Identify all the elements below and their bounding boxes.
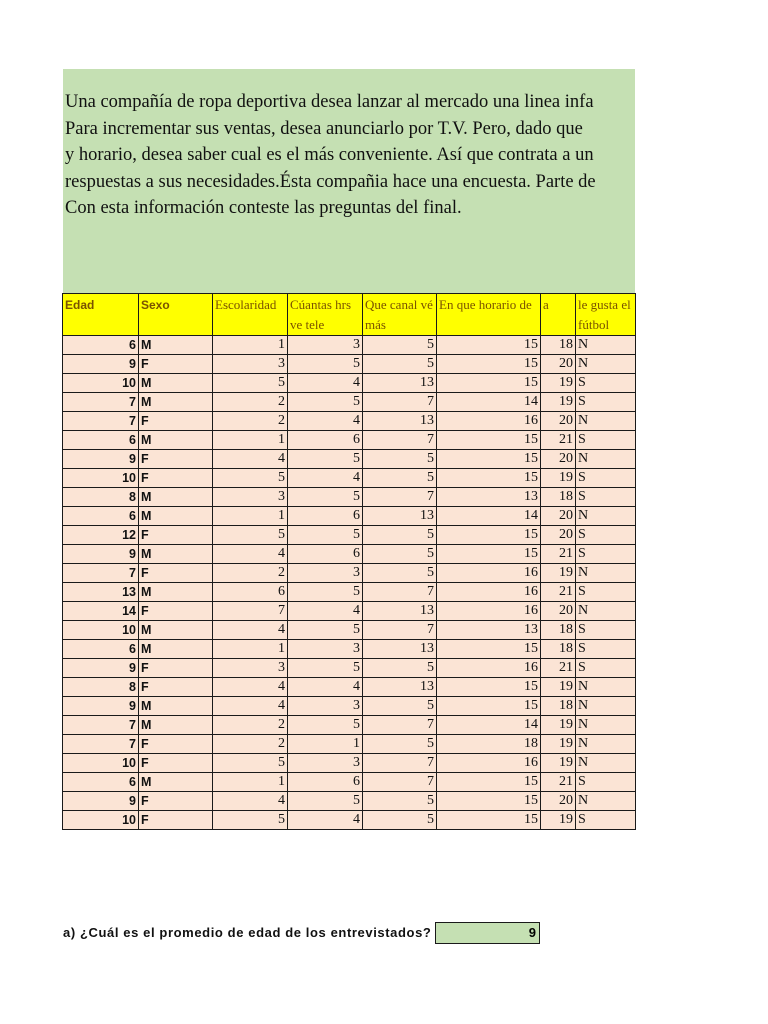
cell-futbol[interactable]: S: [576, 659, 636, 678]
intro-text-block: [63, 69, 635, 293]
cell-horario-a[interactable]: 18: [541, 621, 576, 640]
cell-sexo[interactable]: F: [139, 564, 213, 583]
cell-edad[interactable]: 6: [63, 640, 139, 659]
cell-edad[interactable]: 9: [63, 792, 139, 811]
cell-horas-tele[interactable]: 5: [288, 716, 363, 735]
cell-horario-a[interactable]: 19: [541, 469, 576, 488]
cell-horario-de[interactable]: 16: [437, 412, 541, 431]
cell-horario-a[interactable]: 21: [541, 659, 576, 678]
cell-horario-a[interactable]: 20: [541, 602, 576, 621]
cell-horario-a[interactable]: 19: [541, 735, 576, 754]
cell-sexo[interactable]: M: [139, 773, 213, 792]
cell-futbol[interactable]: N: [576, 336, 636, 355]
cell-edad[interactable]: 10: [63, 811, 139, 830]
cell-sexo[interactable]: M: [139, 545, 213, 564]
cell-horas-tele[interactable]: 5: [288, 450, 363, 469]
intro-line: y horario, desea saber cual es el más conveniente. Así que contrata a un: [65, 145, 594, 165]
cell-futbol[interactable]: N: [576, 355, 636, 374]
cell-edad[interactable]: 13: [63, 583, 139, 602]
cell-horario-de[interactable]: 15: [437, 355, 541, 374]
cell-canal[interactable]: 7: [363, 754, 437, 773]
cell-canal[interactable]: 5: [363, 564, 437, 583]
cell-canal[interactable]: 5: [363, 697, 437, 716]
cell-sexo[interactable]: M: [139, 583, 213, 602]
cell-horario-de[interactable]: 15: [437, 431, 541, 450]
cell-canal[interactable]: 7: [363, 773, 437, 792]
cell-sexo[interactable]: F: [139, 659, 213, 678]
cell-horas-tele[interactable]: 4: [288, 602, 363, 621]
cell-futbol[interactable]: N: [576, 697, 636, 716]
cell-canal[interactable]: 5: [363, 735, 437, 754]
intro-line: Una compañía de ropa deportiva desea lanzar al mercado una linea infa: [65, 92, 594, 112]
cell-sexo[interactable]: F: [139, 792, 213, 811]
cell-horario-de[interactable]: 14: [437, 507, 541, 526]
table-row: [63, 412, 636, 431]
cell-canal[interactable]: 7: [363, 716, 437, 735]
cell-horas-tele[interactable]: 5: [288, 659, 363, 678]
cell-escolaridad[interactable]: 2: [213, 564, 288, 583]
cell-horario-de[interactable]: 16: [437, 602, 541, 621]
cell-horas-tele[interactable]: 5: [288, 393, 363, 412]
cell-canal[interactable]: 13: [363, 507, 437, 526]
cell-canal[interactable]: 13: [363, 602, 437, 621]
cell-canal[interactable]: 13: [363, 678, 437, 697]
cell-horario-a[interactable]: 19: [541, 393, 576, 412]
cell-edad[interactable]: 6: [63, 507, 139, 526]
cell-sexo[interactable]: F: [139, 526, 213, 545]
cell-horario-de[interactable]: 15: [437, 678, 541, 697]
intro-line: Con esta información conteste las preguntas del final.: [65, 198, 462, 218]
cell-escolaridad[interactable]: 4: [213, 792, 288, 811]
cell-futbol[interactable]: S: [576, 545, 636, 564]
cell-canal[interactable]: 5: [363, 659, 437, 678]
cell-horario-de[interactable]: 13: [437, 621, 541, 640]
cell-escolaridad[interactable]: 5: [213, 469, 288, 488]
cell-escolaridad[interactable]: 1: [213, 507, 288, 526]
header-row: [63, 294, 636, 336]
cell-canal[interactable]: 5: [363, 545, 437, 564]
table-row: [63, 469, 636, 488]
cell-horario-a[interactable]: 19: [541, 678, 576, 697]
cell-horario-a[interactable]: 19: [541, 564, 576, 583]
table-row: [63, 526, 636, 545]
cell-edad[interactable]: 9: [63, 545, 139, 564]
cell-horario-de[interactable]: 15: [437, 336, 541, 355]
cell-canal[interactable]: 7: [363, 583, 437, 602]
cell-canal[interactable]: 5: [363, 811, 437, 830]
table-row: [63, 431, 636, 450]
cell-canal[interactable]: 13: [363, 412, 437, 431]
header-horas-tele[interactable]: Cúantas hrs ve tele: [288, 294, 363, 336]
cell-futbol[interactable]: N: [576, 792, 636, 811]
cell-futbol[interactable]: S: [576, 583, 636, 602]
cell-sexo[interactable]: M: [139, 374, 213, 393]
cell-horario-de[interactable]: 16: [437, 564, 541, 583]
cell-sexo[interactable]: M: [139, 640, 213, 659]
cell-horario-de[interactable]: 18: [437, 735, 541, 754]
cell-horas-tele[interactable]: 4: [288, 412, 363, 431]
cell-horario-de[interactable]: 15: [437, 450, 541, 469]
cell-edad[interactable]: 6: [63, 773, 139, 792]
cell-edad[interactable]: 8: [63, 678, 139, 697]
cell-escolaridad[interactable]: 2: [213, 412, 288, 431]
cell-futbol[interactable]: S: [576, 393, 636, 412]
cell-escolaridad[interactable]: 3: [213, 659, 288, 678]
cell-edad[interactable]: 7: [63, 412, 139, 431]
cell-edad[interactable]: 8: [63, 488, 139, 507]
cell-horario-a[interactable]: 21: [541, 583, 576, 602]
cell-futbol[interactable]: N: [576, 678, 636, 697]
cell-futbol[interactable]: N: [576, 716, 636, 735]
cell-horario-de[interactable]: 13: [437, 488, 541, 507]
cell-futbol[interactable]: N: [576, 735, 636, 754]
cell-horas-tele[interactable]: 3: [288, 640, 363, 659]
cell-edad[interactable]: 7: [63, 716, 139, 735]
cell-sexo[interactable]: F: [139, 678, 213, 697]
cell-escolaridad[interactable]: 3: [213, 355, 288, 374]
header-horario-de[interactable]: En que horario de: [437, 294, 541, 336]
cell-futbol[interactable]: S: [576, 640, 636, 659]
cell-edad[interactable]: 7: [63, 393, 139, 412]
cell-horas-tele[interactable]: 1: [288, 735, 363, 754]
cell-horario-de[interactable]: 15: [437, 526, 541, 545]
cell-futbol[interactable]: S: [576, 431, 636, 450]
cell-escolaridad[interactable]: 1: [213, 431, 288, 450]
cell-escolaridad[interactable]: 4: [213, 697, 288, 716]
cell-futbol[interactable]: S: [576, 469, 636, 488]
cell-sexo[interactable]: F: [139, 412, 213, 431]
cell-edad[interactable]: 6: [63, 431, 139, 450]
cell-horas-tele[interactable]: 3: [288, 564, 363, 583]
header-sexo[interactable]: Sexo: [139, 294, 213, 336]
cell-edad[interactable]: 10: [63, 621, 139, 640]
header-futbol[interactable]: le gusta el fútbol: [576, 294, 636, 336]
cell-horas-tele[interactable]: 5: [288, 355, 363, 374]
cell-escolaridad[interactable]: 4: [213, 678, 288, 697]
cell-horario-a[interactable]: 19: [541, 716, 576, 735]
cell-escolaridad[interactable]: 4: [213, 545, 288, 564]
table-row: [63, 564, 636, 583]
cell-horario-a[interactable]: 20: [541, 507, 576, 526]
cell-canal[interactable]: 5: [363, 792, 437, 811]
cell-edad[interactable]: 9: [63, 450, 139, 469]
cell-horario-a[interactable]: 19: [541, 811, 576, 830]
table-row: [63, 374, 636, 393]
cell-sexo[interactable]: M: [139, 431, 213, 450]
cell-horas-tele[interactable]: 3: [288, 697, 363, 716]
cell-sexo[interactable]: F: [139, 355, 213, 374]
table-row: [63, 621, 636, 640]
header-canal[interactable]: Que canal vé más: [363, 294, 437, 336]
cell-edad[interactable]: 14: [63, 602, 139, 621]
cell-horas-tele[interactable]: 6: [288, 773, 363, 792]
cell-sexo[interactable]: F: [139, 754, 213, 773]
cell-escolaridad[interactable]: 1: [213, 640, 288, 659]
table-row: [63, 602, 636, 621]
cell-escolaridad[interactable]: 6: [213, 583, 288, 602]
table-row: [63, 773, 636, 792]
cell-horas-tele[interactable]: 4: [288, 374, 363, 393]
cell-horario-de[interactable]: 16: [437, 583, 541, 602]
table-row: [63, 336, 636, 355]
cell-futbol[interactable]: S: [576, 488, 636, 507]
cell-futbol[interactable]: N: [576, 450, 636, 469]
cell-futbol[interactable]: N: [576, 602, 636, 621]
cell-horario-de[interactable]: 14: [437, 393, 541, 412]
cell-escolaridad[interactable]: 5: [213, 526, 288, 545]
cell-sexo[interactable]: F: [139, 735, 213, 754]
cell-escolaridad[interactable]: 5: [213, 811, 288, 830]
cell-horario-a[interactable]: 20: [541, 355, 576, 374]
cell-horas-tele[interactable]: 6: [288, 431, 363, 450]
cell-horario-a[interactable]: 18: [541, 640, 576, 659]
cell-edad[interactable]: 9: [63, 697, 139, 716]
cell-escolaridad[interactable]: 2: [213, 393, 288, 412]
cell-canal[interactable]: 7: [363, 431, 437, 450]
cell-horas-tele[interactable]: 3: [288, 754, 363, 773]
cell-sexo[interactable]: M: [139, 507, 213, 526]
table-row: [63, 678, 636, 697]
cell-futbol[interactable]: N: [576, 412, 636, 431]
cell-escolaridad[interactable]: 7: [213, 602, 288, 621]
intro-line: Para incrementar sus ventas, desea anunciarlo por T.V. Pero, dado que: [65, 118, 583, 139]
cell-horario-a[interactable]: 21: [541, 545, 576, 564]
cell-horario-de[interactable]: 15: [437, 697, 541, 716]
cell-horas-tele[interactable]: 6: [288, 507, 363, 526]
survey-table: [62, 293, 636, 830]
cell-escolaridad[interactable]: 5: [213, 754, 288, 773]
cell-horario-a[interactable]: 18: [541, 697, 576, 716]
cell-canal[interactable]: 5: [363, 469, 437, 488]
cell-horario-a[interactable]: 20: [541, 792, 576, 811]
cell-sexo[interactable]: F: [139, 602, 213, 621]
cell-futbol[interactable]: S: [576, 773, 636, 792]
table-row: [63, 355, 636, 374]
cell-canal[interactable]: 5: [363, 336, 437, 355]
cell-canal[interactable]: 7: [363, 621, 437, 640]
cell-horario-de[interactable]: 15: [437, 792, 541, 811]
header-edad[interactable]: Edad: [63, 294, 139, 336]
cell-horas-tele[interactable]: 6: [288, 545, 363, 564]
cell-horas-tele[interactable]: 5: [288, 488, 363, 507]
table-row: [63, 735, 636, 754]
cell-futbol[interactable]: S: [576, 526, 636, 545]
cell-futbol[interactable]: N: [576, 754, 636, 773]
cell-horario-de[interactable]: 15: [437, 545, 541, 564]
cell-sexo[interactable]: M: [139, 697, 213, 716]
cell-horario-de[interactable]: 15: [437, 773, 541, 792]
cell-futbol[interactable]: S: [576, 621, 636, 640]
cell-edad[interactable]: 10: [63, 469, 139, 488]
table-row: [63, 659, 636, 678]
cell-escolaridad[interactable]: 2: [213, 735, 288, 754]
intro-line: respuestas a sus necesidades.Ésta compañia hace una encuesta. Parte de: [65, 171, 596, 192]
cell-canal[interactable]: 13: [363, 640, 437, 659]
cell-canal[interactable]: 5: [363, 355, 437, 374]
question-a: a) ¿Cuál es el promedio de edad de los entrevistados?: [63, 925, 432, 940]
table-row: [63, 716, 636, 735]
cell-horas-tele[interactable]: 3: [288, 336, 363, 355]
cell-horario-de[interactable]: 15: [437, 811, 541, 830]
cell-futbol[interactable]: N: [576, 564, 636, 583]
table-row: [63, 640, 636, 659]
cell-horario-a[interactable]: 18: [541, 488, 576, 507]
cell-horario-a[interactable]: 18: [541, 336, 576, 355]
cell-horario-de[interactable]: 16: [437, 754, 541, 773]
cell-edad[interactable]: 9: [63, 355, 139, 374]
cell-horario-a[interactable]: 20: [541, 450, 576, 469]
cell-horario-a[interactable]: 20: [541, 526, 576, 545]
cell-horario-de[interactable]: 15: [437, 374, 541, 393]
table-row: [63, 697, 636, 716]
cell-sexo[interactable]: F: [139, 450, 213, 469]
cell-horario-de[interactable]: 16: [437, 659, 541, 678]
cell-canal[interactable]: 13: [363, 374, 437, 393]
cell-sexo[interactable]: F: [139, 469, 213, 488]
cell-edad[interactable]: 10: [63, 754, 139, 773]
cell-escolaridad[interactable]: 4: [213, 621, 288, 640]
table-row: [63, 488, 636, 507]
cell-horario-a[interactable]: 19: [541, 374, 576, 393]
cell-horario-a[interactable]: 21: [541, 773, 576, 792]
cell-edad[interactable]: 9: [63, 659, 139, 678]
cell-horas-tele[interactable]: 4: [288, 811, 363, 830]
cell-sexo[interactable]: M: [139, 336, 213, 355]
cell-futbol[interactable]: S: [576, 811, 636, 830]
table-row: [63, 754, 636, 773]
cell-horas-tele[interactable]: 5: [288, 792, 363, 811]
cell-horario-de[interactable]: 15: [437, 469, 541, 488]
cell-canal[interactable]: 5: [363, 450, 437, 469]
cell-sexo[interactable]: F: [139, 811, 213, 830]
header-horario-a[interactable]: a: [541, 294, 576, 336]
cell-horas-tele[interactable]: 4: [288, 678, 363, 697]
cell-sexo[interactable]: M: [139, 393, 213, 412]
cell-canal[interactable]: 7: [363, 393, 437, 412]
table-row: [63, 393, 636, 412]
cell-horario-de[interactable]: 14: [437, 716, 541, 735]
header-escolaridad[interactable]: Escolaridad: [213, 294, 288, 336]
cell-sexo[interactable]: M: [139, 716, 213, 735]
table-row: [63, 450, 636, 469]
cell-futbol[interactable]: N: [576, 507, 636, 526]
cell-escolaridad[interactable]: 1: [213, 336, 288, 355]
cell-edad[interactable]: 7: [63, 564, 139, 583]
cell-escolaridad[interactable]: 2: [213, 716, 288, 735]
cell-horas-tele[interactable]: 5: [288, 583, 363, 602]
cell-edad[interactable]: 10: [63, 374, 139, 393]
cell-escolaridad[interactable]: 3: [213, 488, 288, 507]
cell-horas-tele[interactable]: 5: [288, 526, 363, 545]
cell-sexo[interactable]: M: [139, 621, 213, 640]
cell-canal[interactable]: 7: [363, 488, 437, 507]
table-row: [63, 545, 636, 564]
cell-edad[interactable]: 12: [63, 526, 139, 545]
cell-escolaridad[interactable]: 5: [213, 374, 288, 393]
table-row: [63, 507, 636, 526]
cell-horario-a[interactable]: 21: [541, 431, 576, 450]
cell-escolaridad[interactable]: 1: [213, 773, 288, 792]
table-row: [63, 811, 636, 830]
cell-horario-a[interactable]: 19: [541, 754, 576, 773]
cell-escolaridad[interactable]: 4: [213, 450, 288, 469]
table-row: [63, 583, 636, 602]
cell-horario-de[interactable]: 15: [437, 640, 541, 659]
answer-a-cell[interactable]: 9: [435, 922, 540, 944]
cell-horas-tele[interactable]: 5: [288, 621, 363, 640]
cell-horas-tele[interactable]: 4: [288, 469, 363, 488]
cell-edad[interactable]: 7: [63, 735, 139, 754]
table-row: [63, 792, 636, 811]
cell-edad[interactable]: 6: [63, 336, 139, 355]
cell-canal[interactable]: 5: [363, 526, 437, 545]
cell-horario-a[interactable]: 20: [541, 412, 576, 431]
cell-futbol[interactable]: S: [576, 374, 636, 393]
cell-sexo[interactable]: M: [139, 488, 213, 507]
